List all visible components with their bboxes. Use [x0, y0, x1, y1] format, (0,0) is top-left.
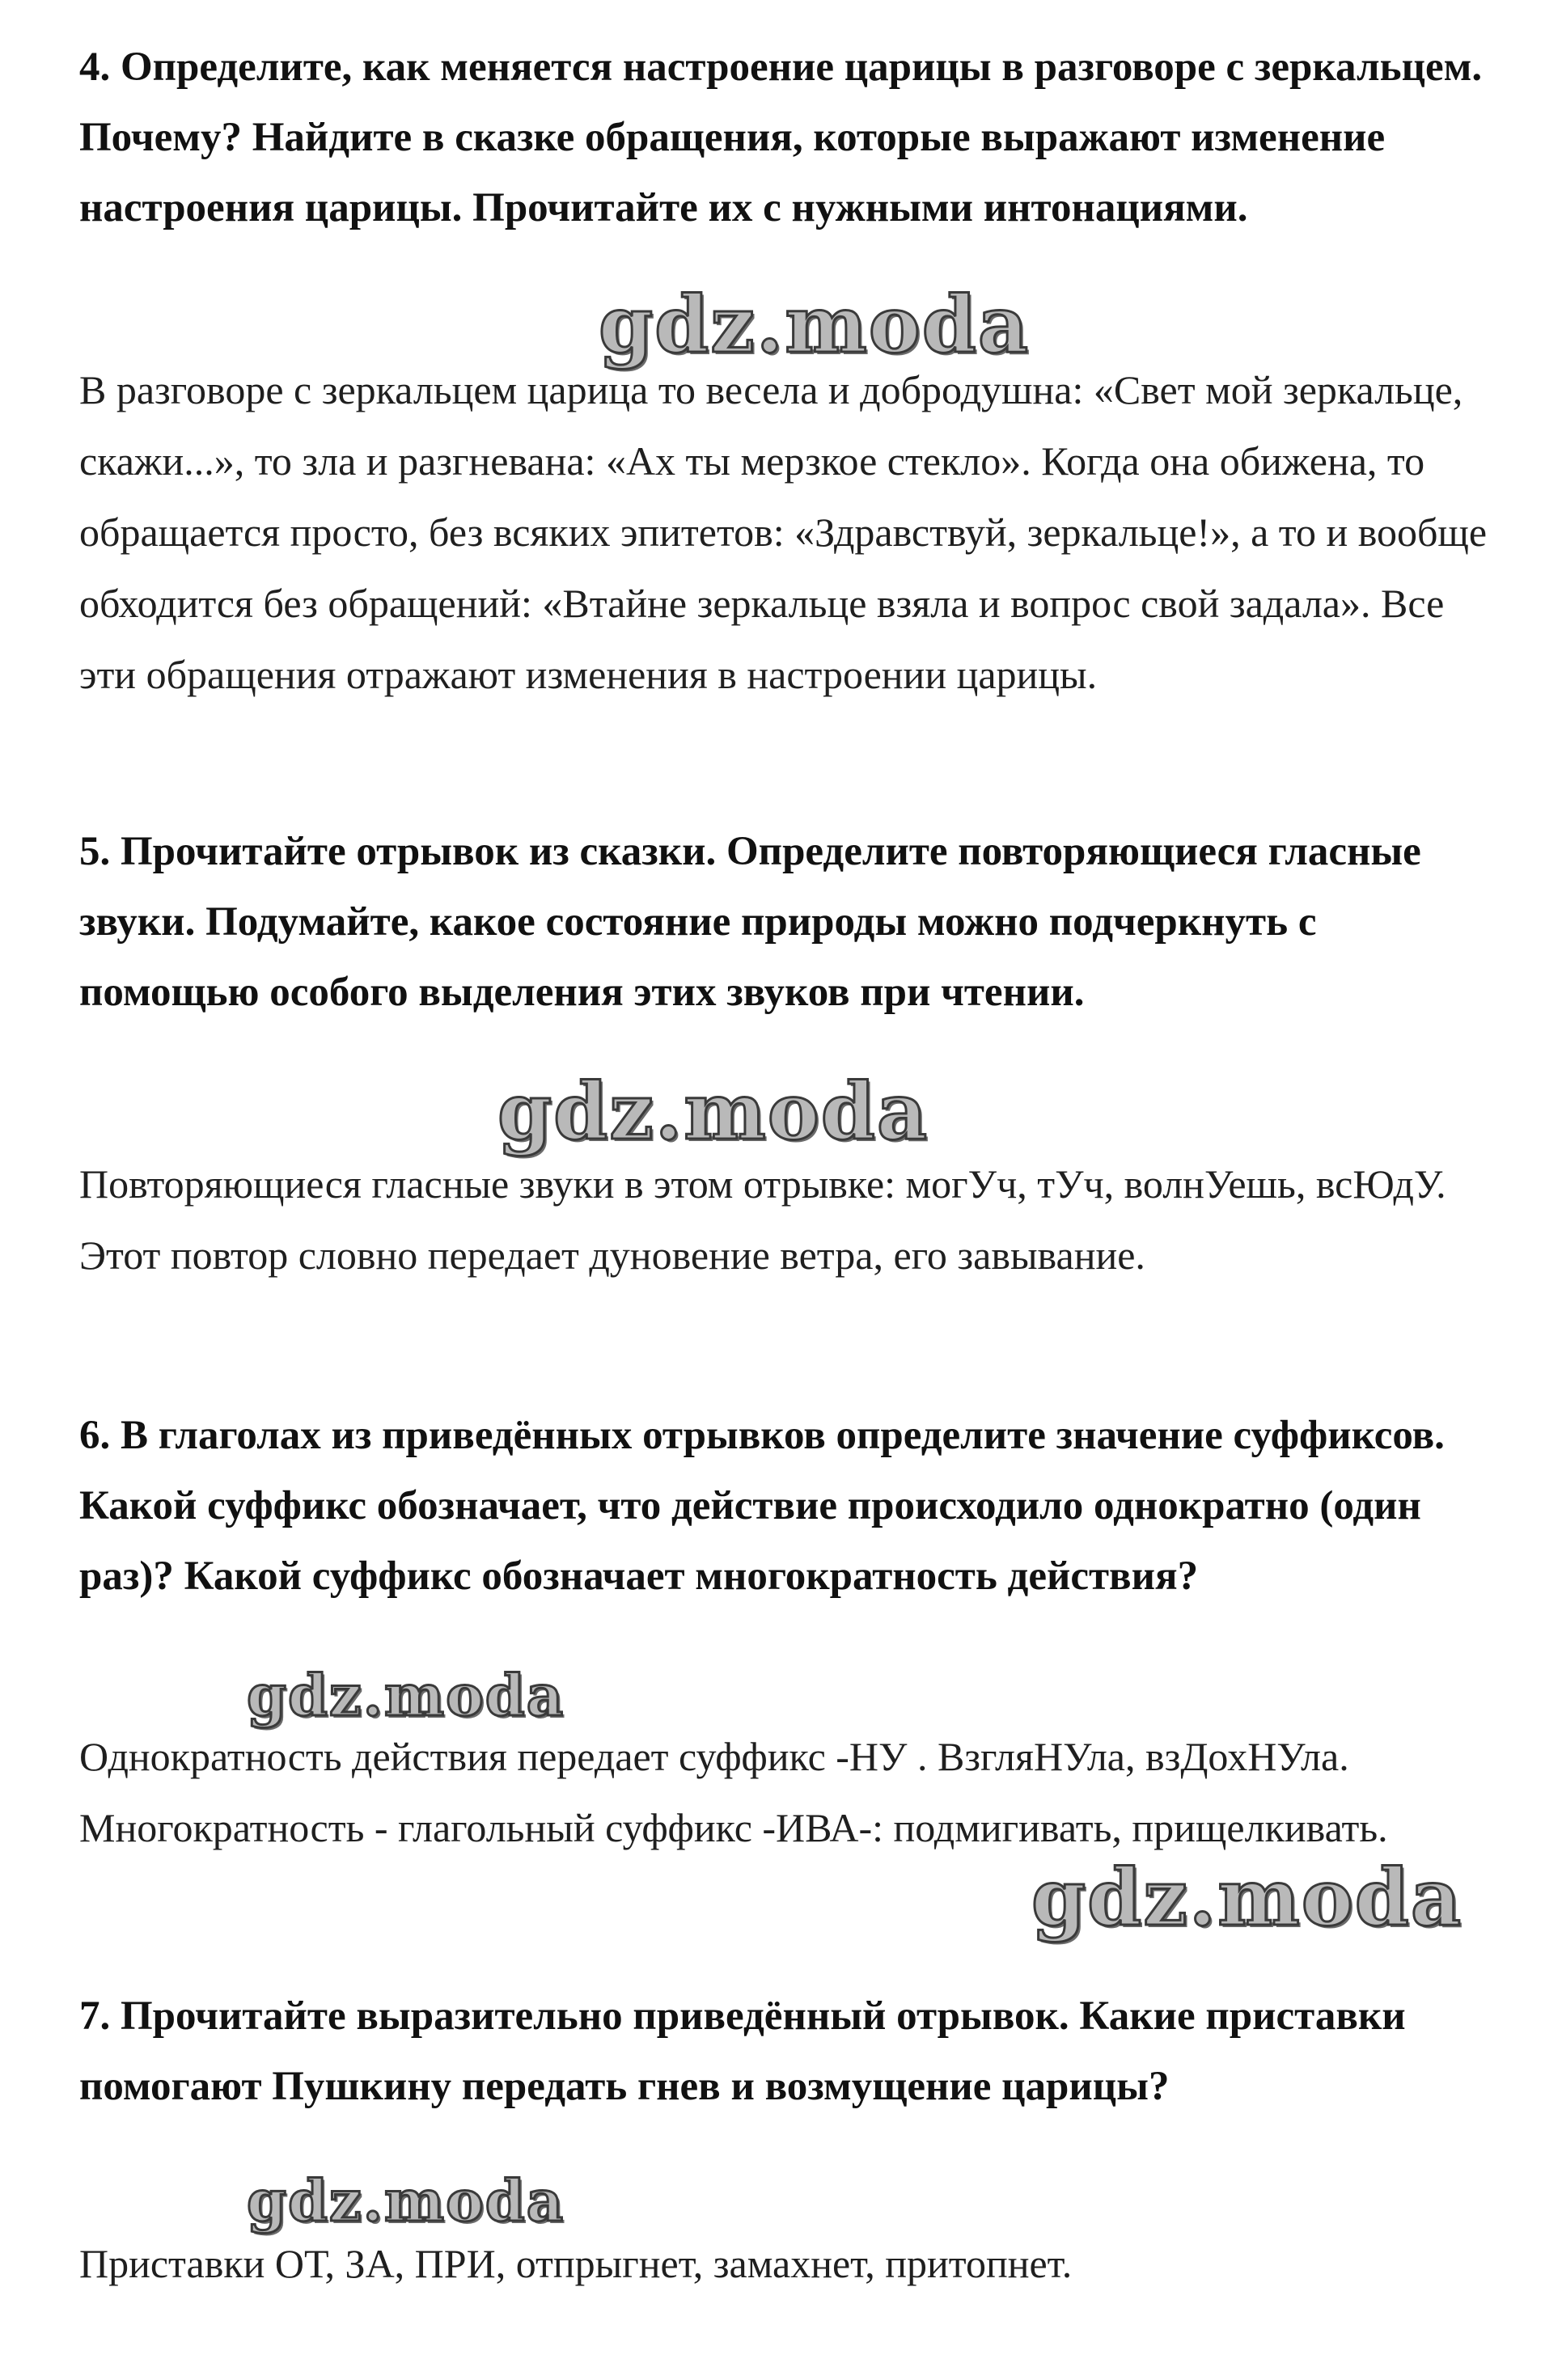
answer-5-block	[79, 1148, 1503, 1291]
answer-4: В разговоре с зеркальцем царица то весела и добродушна: «Свет мой зеркальце, скажи...», то зла и разгневана: «Ах ты мерзкое стекло». Когда она обижена, то обращается просто, без всяких эпитетов: «Здравствуй, зеркальце!», а то и вообще обходится без обращений: «Втайне зеркальце взяла и вопрос свой задала». Все эти обращения отражают изменения в настроении царицы.	[79, 367, 1488, 697]
exercise-7	[79, 1981, 1503, 2122]
watermark-2: gdz.moda	[497, 1066, 929, 1157]
answer-6-block	[79, 1721, 1503, 1863]
watermark-5: gdz.moda	[247, 2167, 565, 2234]
answer-7-block	[79, 2228, 1503, 2299]
answer-5: Повторяющиеся гласные звуки в этом отрывке: могУч, тУч, волнУешь, всЮдУ. Этот повтор словно передает дуновение ветра, его завывание.	[79, 1161, 1446, 1278]
exercise-5	[79, 817, 1503, 1028]
answer-6: Однократность действия передает суффикс -НУ . ВзгляНУла, взДохНУла. Многократность - глагольный суффикс -ИВА-: подмигивать, прищелкивать.	[79, 1734, 1388, 1850]
answer-7: Приставки ОТ, ЗА, ПРИ, отпрыгнет, замахнет, притопнет.	[79, 2241, 1073, 2286]
exercise-4	[79, 32, 1503, 243]
answer-4-block	[79, 354, 1503, 710]
question-7: 7. Прочитайте выразительно приведённый отрывок. Какие приставки помогают Пушкину передать гнев и возмущение царицы?	[79, 1993, 1406, 2109]
watermark-1: gdz.moda	[599, 279, 1031, 370]
watermark-4: gdz.moda	[1031, 1852, 1463, 1943]
exercise-6	[79, 1401, 1503, 1612]
question-5: 5. Прочитайте отрывок из сказки. Определите повторяющиеся гласные звуки. Подумайте, какое состояние природы можно подчеркнуть с помощью особого выделения этих звуков при чтении.	[79, 829, 1421, 1015]
question-6: 6. В глаголах из приведённых отрывков определите значение суффиксов. Какой суффикс обозначает, что действие происходило однократно (один раз)? Какой суффикс обозначает многократность действия?	[79, 1413, 1445, 1599]
watermark-3: gdz.moda	[247, 1662, 565, 1729]
question-4: 4. Определите, как меняется настроение царицы в разговоре с зеркальцем. Почему? Найдите в сказке обращения, которые выражают изменение настроения царицы. Прочитайте их с нужными интонациями.	[79, 44, 1483, 230]
